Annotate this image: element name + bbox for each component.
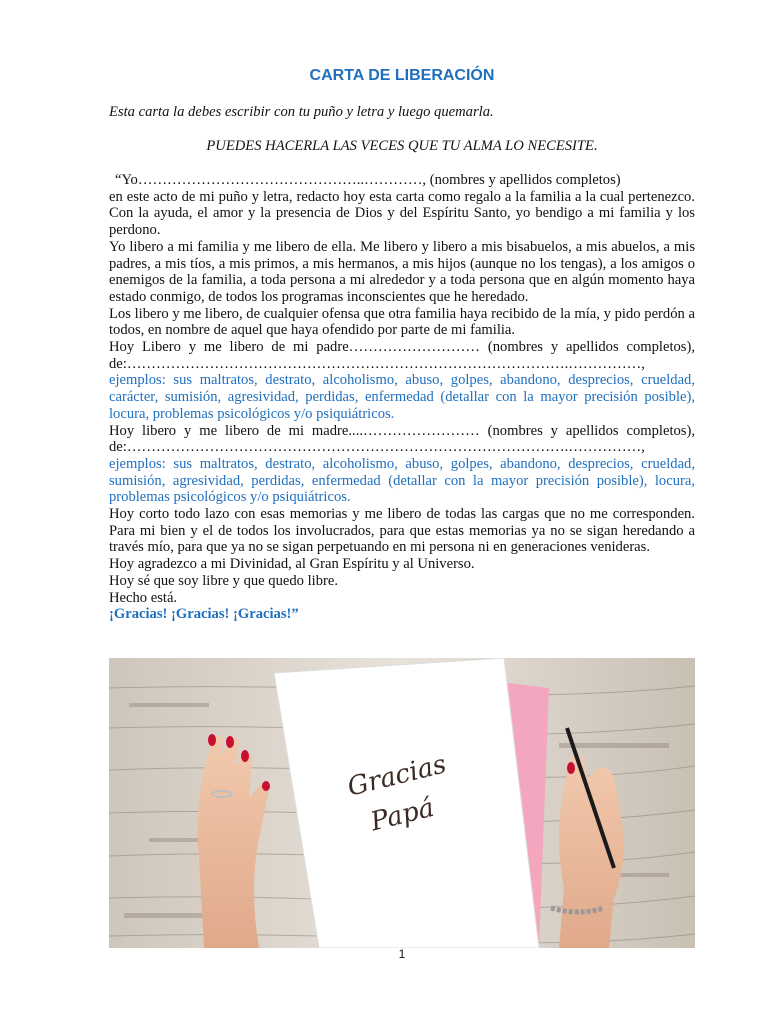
- page-number: 1: [398, 947, 406, 961]
- letter-opening-line: “Yo………………………………………..…………, (nombres y apellidos completos): [115, 172, 621, 188]
- letter-paragraph: Hoy agradezco a mi Divinidad, al Gran Espíritu y al Universo.: [109, 556, 475, 573]
- letter-paragraph: Los libero y me libero, de cualquier ofensa que otra familia haya recibido de la mía, y pido perdón a todos, en nombre de aquel que haya ofendido por parte de mi familia.: [109, 305, 695, 339]
- mother-examples: ejemplos: sus maltratos, destrato, alcoholismo, abuso, golpes, abandono, desprecios, crueldad, sumisión, agresividad, perdidas, enfermedad (detallar con la mayor precisión posible), locura, problemas psicológicos y/o psiquiátricos.: [109, 455, 695, 506]
- letter-paragraph: Hoy sé que soy libre y que quedo libre.: [109, 572, 338, 589]
- subheading: PUEDES HACERLA LAS VECES QUE TU ALMA LO NECESITE.: [206, 138, 598, 154]
- mother-line: Hoy libero y me libero de mi madre....…………………… (nombres y apellidos completos), de:……………………………………………………………………………….……………,: [109, 422, 695, 456]
- letter-photo: [109, 658, 695, 948]
- thanks-line: ¡Gracias! ¡Gracias! ¡Gracias!”: [109, 606, 299, 623]
- letter-paragraph: Hoy corto todo lazo con esas memorias y me libero de todas las cargas que no me corresponden. Para mi bien y el de todos los involucrados, para que estas memorias ya no se sigan heredando a través mío, para que ya no se sigan perpetuando en mi persona ni en generaciones venideras.: [109, 506, 695, 556]
- photo-illustration: [109, 658, 695, 948]
- intro-text: Esta carta la debes escribir con tu puño y letra y luego quemarla.: [109, 104, 494, 120]
- letter-paragraph: Yo libero a mi familia y me libero de ella. Me libero y libero a mis bisabuelos, a mis abuelos, a mis padres, a mis tíos, a mis primos, a mis hermanos, a mis hijos (aunque no los tengas), a los amigos o enemigos de la familia, a toda persona a mi alrededor y a toda persona que en algún momento haya estado conmigo, de todos los programas inconscientes que he heredado.: [109, 238, 695, 305]
- photo-note-line2: Papá: [367, 792, 438, 838]
- father-examples: ejemplos: sus maltratos, destrato, alcoholismo, abuso, golpes, abandono, desprecios, crueldad, carácter, sumisión, agresividad, perdidas, enfermedad (detallar con la mayor precisión posible), locura, problemas psicológicos y/o psiquiátricos.: [109, 372, 695, 422]
- letter-paragraph: en este acto de mi puño y letra, redacto hoy esta carta como regalo a la familia a la cual pertenezco. Con la ayuda, el amor y la presencia de Dios y del Espíritu Santo, yo bendigo a mi familia y los perdono.: [109, 188, 695, 239]
- letter-paragraph: Hecho está.: [109, 589, 178, 606]
- photo-note-line1: Gracias: [344, 749, 450, 803]
- document-title: CARTA DE LIBERACIÓN: [309, 67, 495, 84]
- father-line: Hoy Libero y me libero de mi padre……………………… (nombres y apellidos completos), de:……………………………………………………………………………….……………,: [109, 339, 695, 372]
- letter-body: [109, 172, 695, 623]
